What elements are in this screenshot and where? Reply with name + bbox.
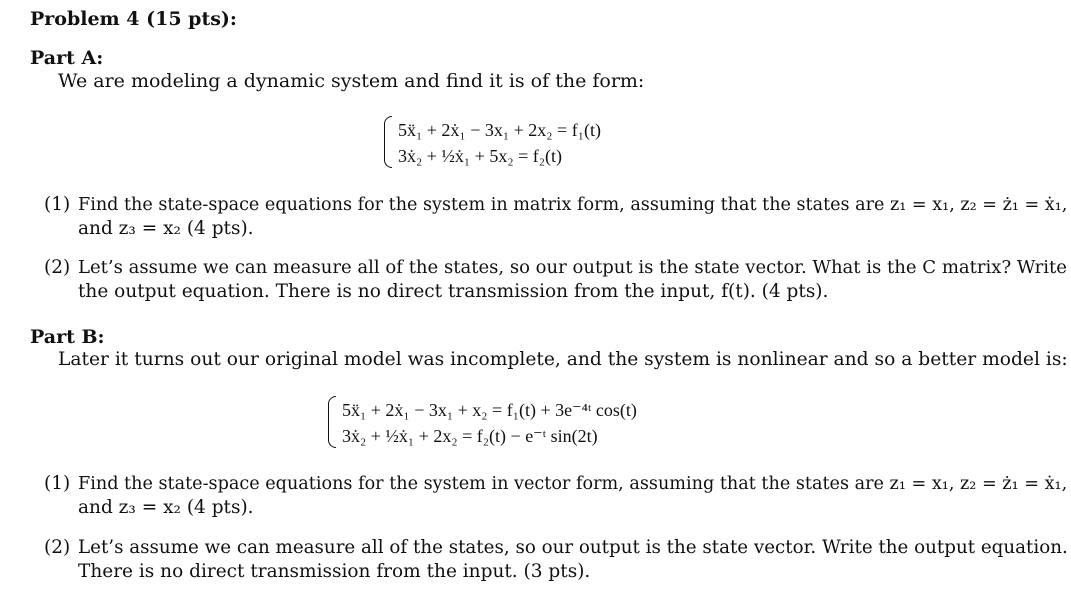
question-text [78,472,1067,520]
part-b-equation-1: 5ẍ₁ + 2ẋ₁ − 3x₁ + x₂ = f₁(t) + 3e⁻⁴ᵗ cos(t) [342,400,637,420]
question-line: Find the state-space equations for the system in vector form, assuming that the states are z₁ = x₁, z₂ = ż₁ = ẋ₁, [78,474,1068,494]
question-number: (2) [44,257,71,278]
question-number: (2) [44,537,71,558]
part-b-question-1 [44,472,1068,520]
question-number: (1) [44,194,71,215]
question-line: Let’s assume we can measure all of the states, so our output is the state vector. What is the C matrix? Write [78,257,1067,278]
problem-title: Problem 4 (15 pts): [30,8,237,30]
question-number: (1) [44,473,71,494]
left-brace [328,396,336,448]
part-a-equation-system [384,114,684,170]
part-a-equation-2: 3ẋ₂ + ½ẋ₁ + 5x₂ = f₂(t) [398,146,563,166]
question-line: and z₃ = x₂ (4 pts). [78,218,254,239]
part-b-question-2 [44,536,1068,584]
question-line: Find the state-space equations for the system in matrix form, assuming that the states are z₁ = x₁, z₂ = ż₁ = ẋ₁, [78,195,1068,215]
question-text [78,193,1067,241]
question-line: and z₃ = x₂ (4 pts). [78,497,254,518]
part-a-equation-1: 5ẍ₁ + 2ẋ₁ − 3x₁ + 2x₂ = f₁(t) [398,120,601,140]
question-line: the output equation. There is no direct transmission from the input, f(t). (4 pts). [78,281,829,302]
question-text [78,536,1068,584]
part-b-equation-system [328,394,748,450]
question-line: There is no direct transmission from the input. (3 pts). [78,561,591,582]
part-a-question-1 [44,193,1068,241]
part-b-equation-2: 3ẋ₂ + ½ẋ₁ + 2x₂ = f₂(t) − e⁻ᵗ sin(2t) [342,426,598,446]
question-text [78,256,1067,304]
part-a-question-2 [44,256,1067,304]
question-line: Let’s assume we can measure all of the states, so our output is the state vector. Write the output equation. [78,537,1068,558]
part-a-intro: We are modeling a dynamic system and find it is of the form: [58,70,645,92]
left-brace [384,116,392,168]
part-b-heading: Part B: [30,326,105,348]
part-b-intro: Later it turns out our original model was incomplete, and the system is nonlinear and so a better model is: [58,349,1068,370]
part-a-heading: Part A: [30,47,104,69]
